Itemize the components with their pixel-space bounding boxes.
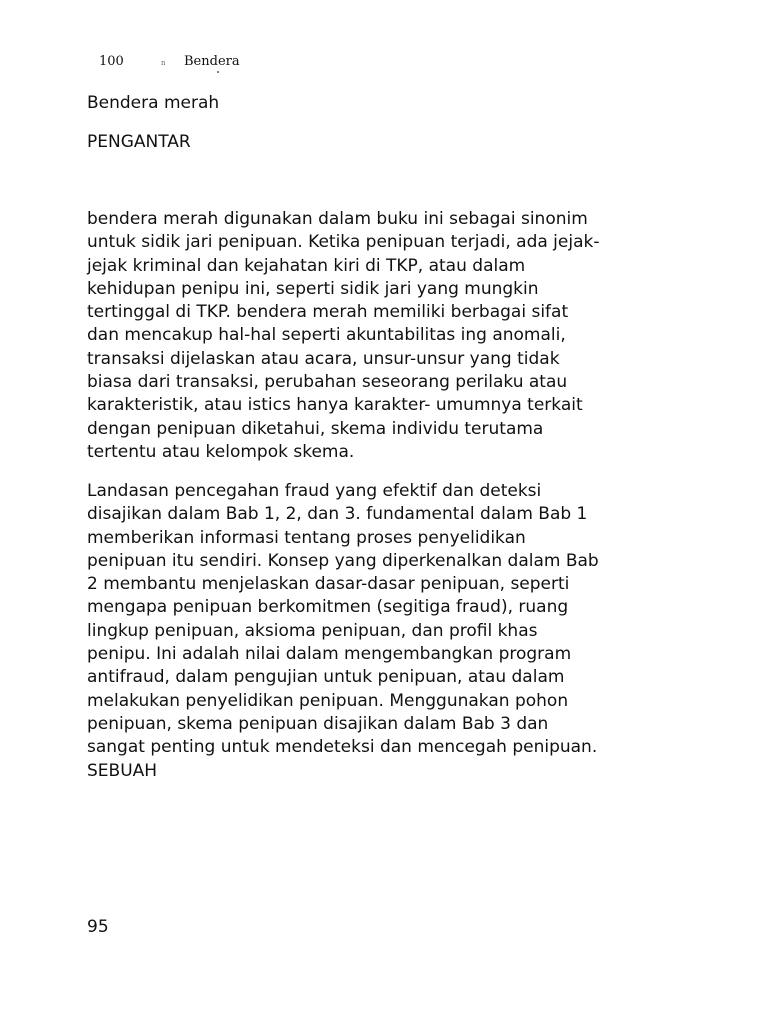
body-paragraph-1: bendera merah digunakan dalam buku ini sebagai sinonim untuk sidik jari penipuan. Ketika penipuan terjadi, ada jejak- jejak kriminal dan kejahatan kiri di TKP, atau dalam kehidupan penipu ini, seperti sidik jari yang mungkin tertinggal di TKP. bendera merah memiliki berbagai sifat dan mencakup hal-hal seperti akuntabilitas ing anomali, transaksi dijelaskan atau acara, unsur-unsur yang tidak biasa dari transaksi, perubahan seseorang perilaku atau karakteristik, atau istics hanya karakter- umumnya terkait dengan penipuan diketahui, skema individu terutama tertentu atau kelompok skema.	[87, 209, 600, 462]
section-heading: PENGANTAR	[87, 132, 191, 152]
header-mark: n	[161, 59, 166, 67]
header-section-title: Bendera	[184, 54, 240, 69]
footer-page-number: 95	[87, 917, 109, 937]
body-paragraph-2: Landasan pencegahan fraud yang efektif dan deteksi disajikan dalam Bab 1, 2, dan 3. fundamental dalam Bab 1 memberikan informasi tentang proses penyelidikan penipuan itu sendiri. Konsep yang diperkenalkan dalam Bab 2 membantu menjelaskan dasar-dasar penipuan, seperti mengapa penipuan berkomitmen (segitiga fraud), ruang lingkup penipuan, aksioma penipuan, dan profil khas penipu. Ini adalah nilai dalam mengembangkan program antifraud, dalam pengujian untuk penipuan, atau dalam melakukan penyelidikan penipuan. Menggunakan pohon penipuan, skema penipuan disajikan dalam Bab 3 dan sangat penting untuk mendeteksi dan mencegah penipuan. SEBUAH	[87, 481, 599, 781]
chapter-title: Bendera merah	[87, 93, 220, 113]
header-page-number: 100	[99, 54, 124, 69]
header-dot	[217, 71, 219, 73]
